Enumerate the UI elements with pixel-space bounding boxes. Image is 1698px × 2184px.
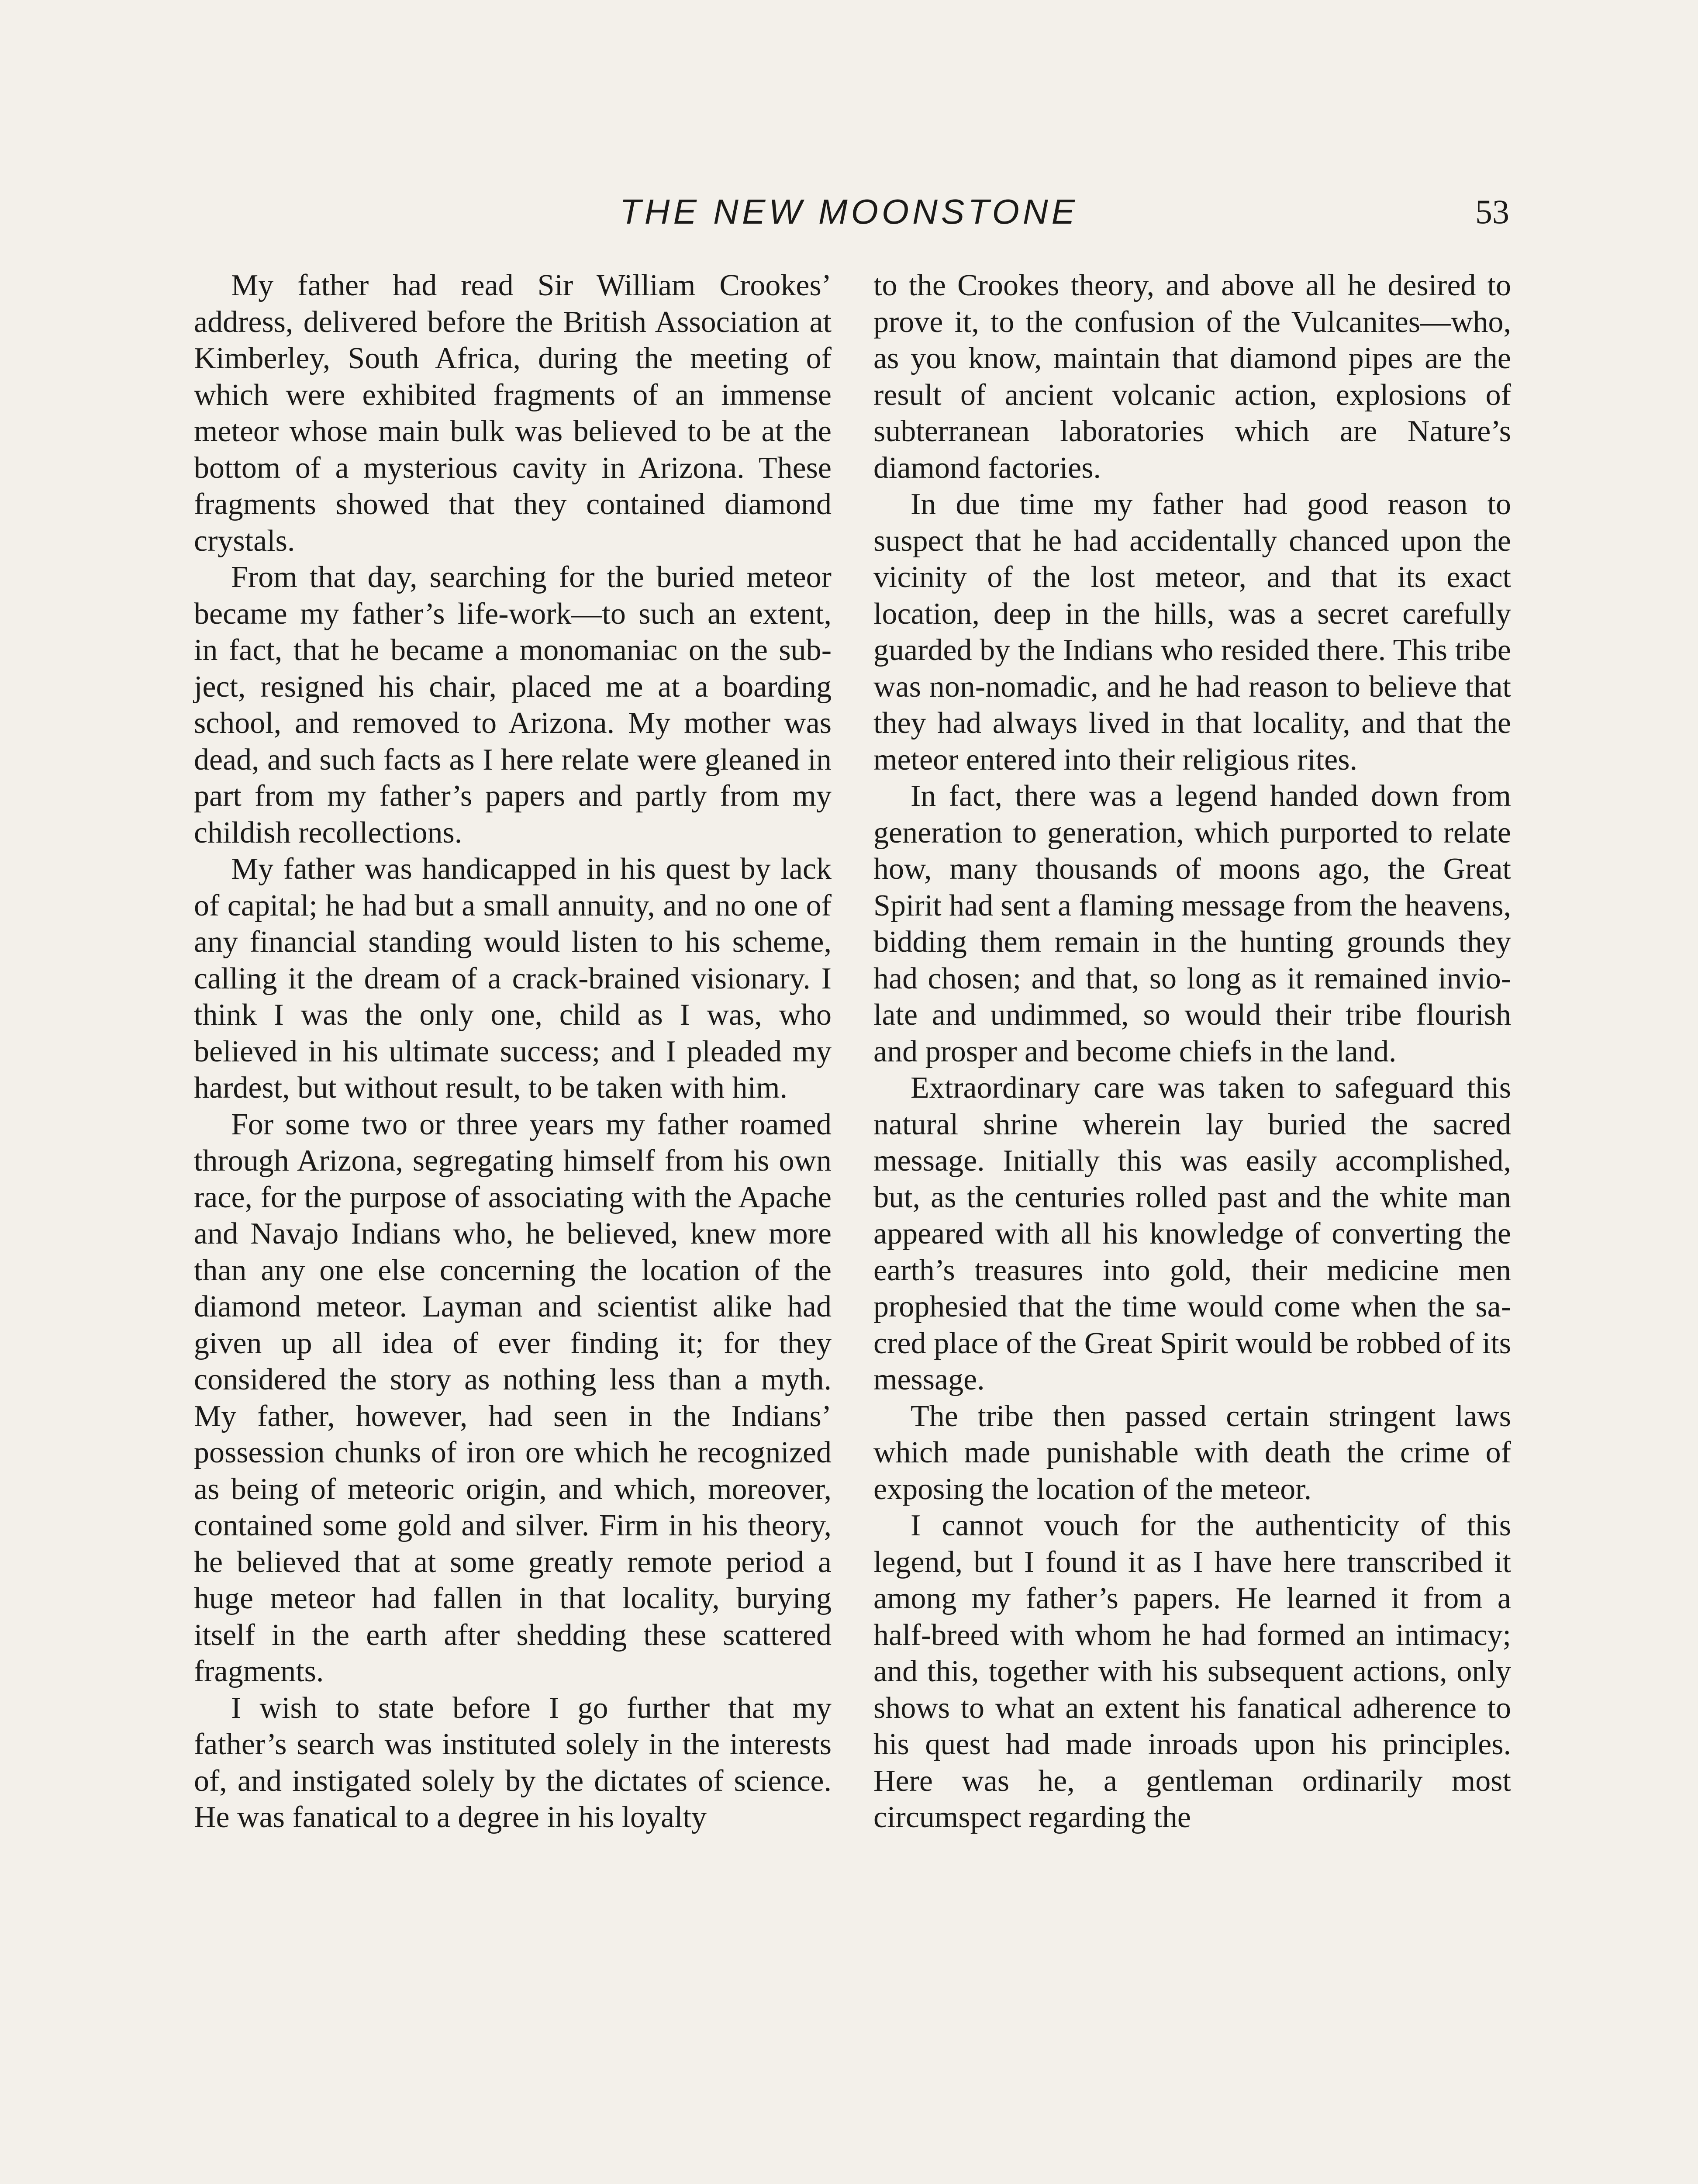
running-head	[0, 188, 1698, 236]
paragraph: In due time my father had good reason to suspect that he had accidentally chanced upon the vicinity of the lost meteor, and that its exact location, deep in the hills, was a secret carefully guarded by the Indians who resided there. This tribe was non-nomadic, and he had reason to believe that they had always lived in that locality, and that the meteor entered into their religious rites.	[873, 487, 1511, 777]
paragraph: Extraordinary care was taken to safeguard this natural shrine wherein lay buried the sacred message. Initially this was easily accomplished, but, as the centuries rolled past and the white man appeared with all his knowledge of converting the earth’s treasures into gold, their medicine men prophesied that the time would come when the sacred place of the Great Spirit would be robbed of its message.	[873, 1071, 1511, 1396]
page-number: 53	[1475, 193, 1509, 231]
paragraph: My father was handicapped in his quest by lack of capital; he had but a small annuity, and no one of any financial standing would listen to his scheme, calling it the dream of a crack-brained visionary. I think I was the only one, child as I was, who believed in his ultimate success; and I pleaded my hardest, but without result, to be taken with him.	[194, 852, 832, 1105]
running-title: THE NEW MOONSTONE	[619, 192, 1079, 231]
left-column	[194, 267, 832, 1836]
paragraph: From that day, searching for the buried meteor became my father’s life-work—to such an extent, in fact, that he became a monomaniac on the subject, resigned his chair, placed me at a boarding school, and removed to Arizona. My mother was dead, and such facts as I here relate were gleaned in part from my father’s papers and partly from my childish recollections.	[194, 560, 832, 850]
paragraph: My father had read Sir William Crookes’ address, delivered before the British Association at Kimberley, South Africa, during the meeting of which were exhibited fragments of an immense meteor whose main bulk was believed to be at the bottom of a mysterious cavity in Arizona. These fragments showed that they contained diamond crystals.	[194, 269, 832, 558]
paragraph: The tribe then passed certain stringent laws which made punishable with death the crime of exposing the location of the meteor.	[873, 1399, 1511, 1506]
paragraph: I wish to state before I go further that my father’s search was instituted solely in the interests of, and instigated solely by the dictates of science. He was fanatical to a degree in his loyalty	[194, 1691, 832, 1834]
right-column	[873, 267, 1511, 1836]
paragraph: In fact, there was a legend handed down from generation to generation, which purported to relate how, many thousands of moons ago, the Great Spirit had sent a flaming message from the heavens, bidding them remain in the hunting grounds they had chosen; and that, so long as it remained inviolate and undimmed, so would their tribe flourish and prosper and become chiefs in the land.	[873, 779, 1511, 1068]
paragraph: For some two or three years my father roamed through Arizona, segregating himself from his own race, for the purpose of associating with the Apache and Navajo Indians who, he believed, knew more than any one else concerning the location of the diamond meteor. Layman and scientist alike had given up all idea of ever finding it; for they considered the story as nothing less than a myth. My father, however, had seen in the Indians’ possession chunks of iron ore which he recognized as being of meteoric origin, and which, moreover, contained some gold and silver. Firm in his theory, he believed that at some greatly remote period a huge meteor had fallen in that locality, burying itself in the earth after shedding these scattered fragments.	[194, 1107, 832, 1688]
paragraph-continuation: to the Crookes theory, and above all he desired to prove it, to the confusion of the Vulcanites—who, as you know, maintain that diamond pipes are the result of ancient volcanic action, explosions of subterranean laboratories which are Nature’s diamond factories.	[873, 269, 1511, 485]
paragraph: I cannot vouch for the authenticity of this legend, but I found it as I have here transcribed it among my father’s papers. He learned it from a half-breed with whom he had formed an intimacy; and this, together with his subsequent actions, only shows to what an extent his fanatical adherence to his quest had made inroads upon his principles. Here was he, a gentleman ordinarily most circumspect regarding the	[873, 1509, 1511, 1834]
